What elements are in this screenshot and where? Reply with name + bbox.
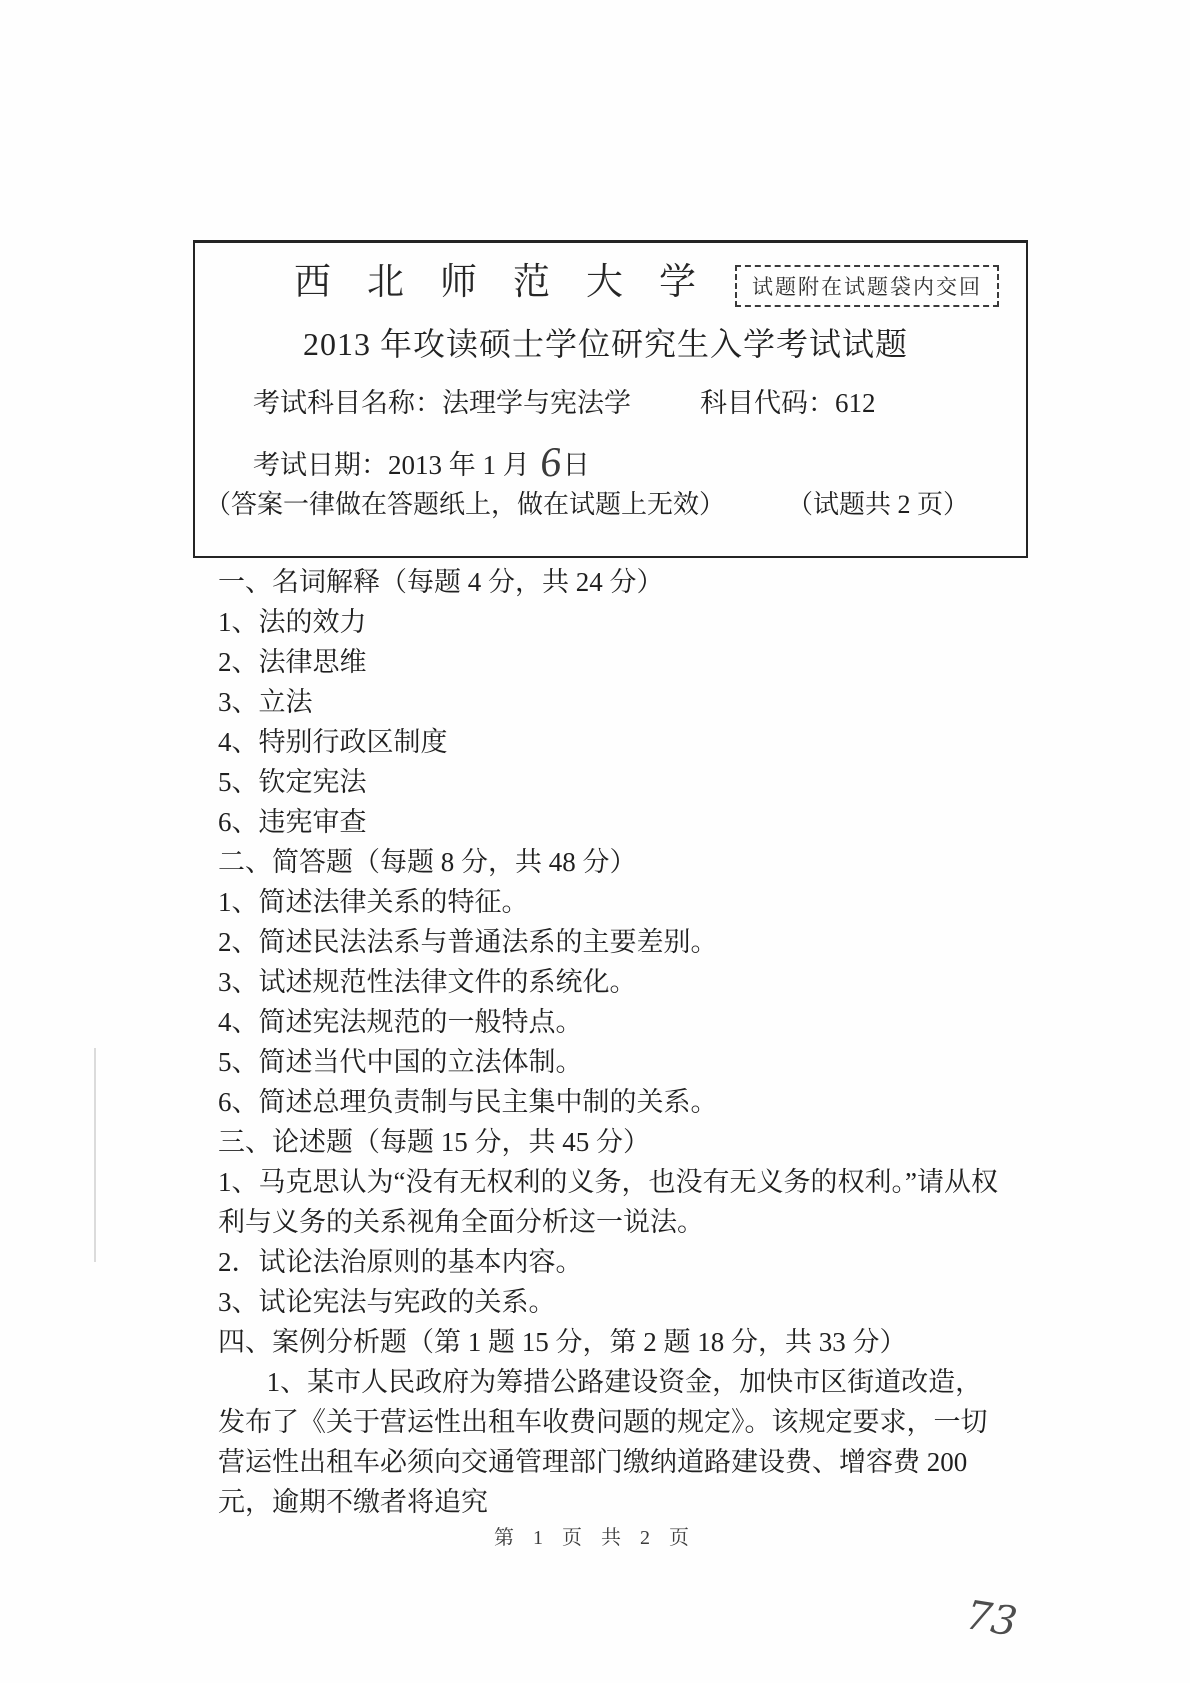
question-item: 3、立法 <box>218 687 313 717</box>
return-instruction-text: 试题附在试题袋内交回 <box>752 275 982 299</box>
page-count-note: （试题共 2 页） <box>787 490 970 519</box>
handwritten-annotation: 73 <box>962 1592 1021 1646</box>
subject-code-label: 科目代码： <box>700 388 835 418</box>
exam-date-suffix: 日 <box>562 450 590 480</box>
question-item: 1、某市人民政府为筹措公路建设资金，加快市区街道改造，发布了《关于营运性出租车收费问题的规定》。该规定要求，一切营运性出租车必须向交通管理部门缴纳道路建设费、增容费 200 元，逾期不缴者将追究 <box>218 1367 988 1517</box>
header-notes-row <box>195 484 1026 518</box>
question-item: 2．试论法治原则的基本内容。 <box>218 1247 583 1277</box>
question-item: 2、法律思维 <box>218 647 367 677</box>
return-instruction-badge <box>735 265 999 307</box>
section-heading: 二、简答题（每题 8 分，共 48 分） <box>218 847 637 877</box>
question-item: 1、法的效力 <box>218 607 367 637</box>
subject-code-value: 612 <box>835 388 876 418</box>
exam-body <box>218 562 998 1522</box>
subject-code-group <box>700 381 876 420</box>
question-item: 4、特别行政区制度 <box>218 727 448 757</box>
question-item: 1、简述法律关系的特征。 <box>218 887 529 917</box>
section-heading: 一、名词解释（每题 4 分，共 24 分） <box>218 567 664 597</box>
page-number: 第 1 页 共 2 页 <box>494 1527 696 1549</box>
section-heading: 三、论述题（每题 15 分，共 45 分） <box>218 1127 650 1157</box>
question-item: 3、试述规范性法律文件的系统化。 <box>218 967 637 997</box>
question-item: 2、简述民法法系与普通法系的主要差别。 <box>218 927 718 957</box>
exam-date-row <box>253 439 590 487</box>
exam-title: 2013 年攻读硕士学位研究生入学考试试题 <box>303 326 909 362</box>
answer-instruction-note: （答案一律做在答题纸上，做在试题上无效） <box>205 490 726 519</box>
question-item: 6、违宪审查 <box>218 807 367 837</box>
subject-label: 考试科目名称： <box>253 388 442 418</box>
page-footer <box>0 1521 1190 1550</box>
subject-group <box>253 381 631 420</box>
subject-row <box>195 381 1026 417</box>
question-item: 6、简述总理负责制与民主集中制的关系。 <box>218 1087 718 1117</box>
question-item: 5、钦定宪法 <box>218 767 367 797</box>
university-name: 西北师范大学 <box>294 262 732 303</box>
exam-date-prefix: 2013 年 1 月 <box>388 450 530 480</box>
subject-value: 法理学与宪法学 <box>442 388 631 418</box>
exam-date-label: 考试日期： <box>253 450 388 480</box>
question-item: 3、试论宪法与宪政的关系。 <box>218 1287 556 1317</box>
exam-header-box <box>193 240 1028 558</box>
handwritten-day-number: 6 <box>538 439 563 487</box>
scan-artifact-line <box>94 1048 96 1262</box>
question-item: 4、简述宪法规范的一般特点。 <box>218 1007 583 1037</box>
section-heading: 四、案例分析题（第 1 题 15 分，第 2 题 18 分，共 33 分） <box>218 1327 907 1357</box>
question-item: 1、马克思认为“没有无权利的义务，也没有无义务的权利。”请从权利与义务的关系视角全面分析这一说法。 <box>218 1167 998 1237</box>
question-item: 5、简述当代中国的立法体制。 <box>218 1047 583 1077</box>
